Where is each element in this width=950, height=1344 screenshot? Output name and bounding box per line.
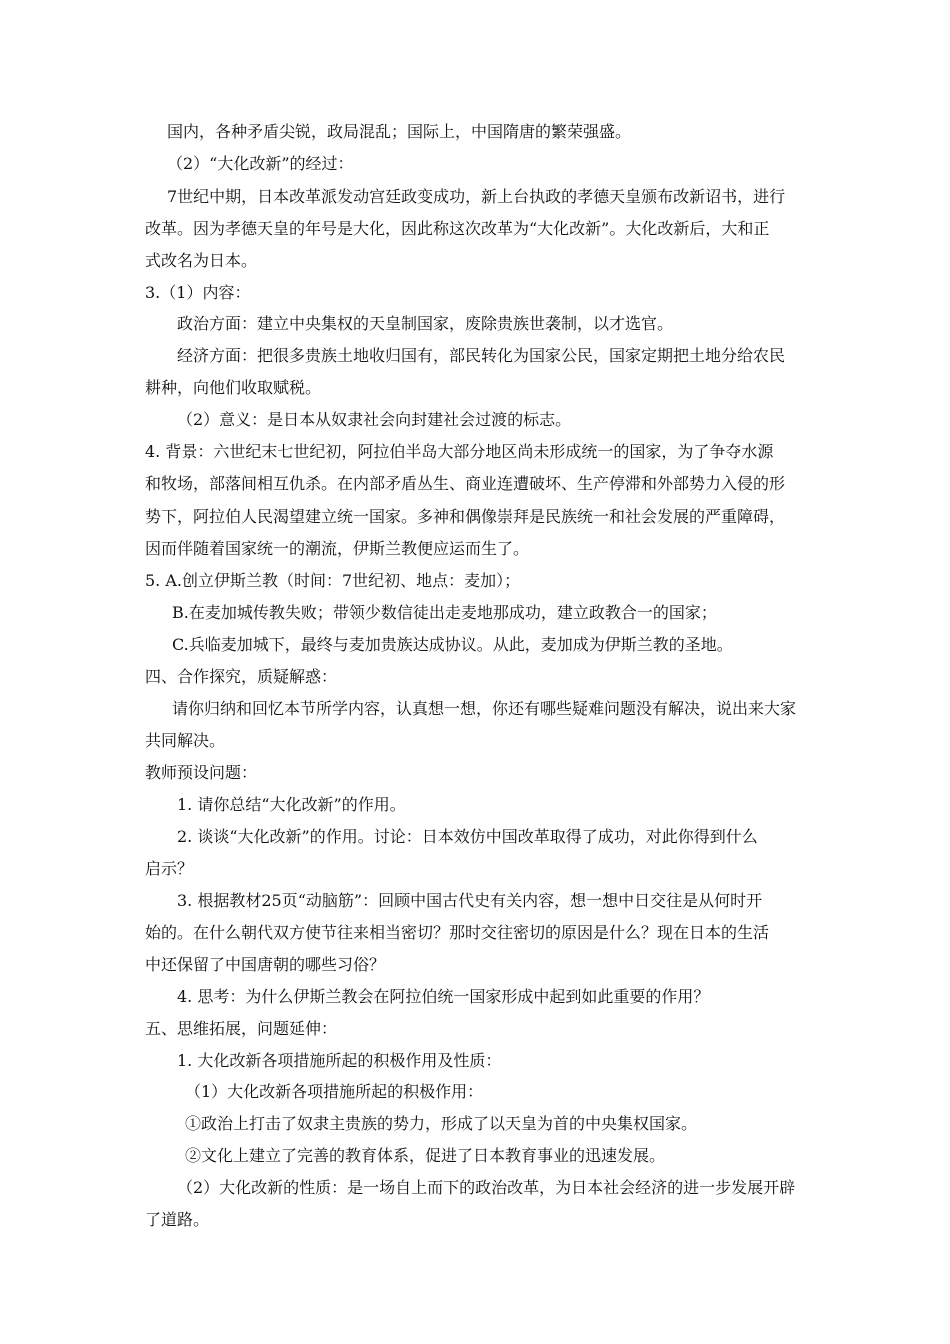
text-line: B.在麦加城传教失败；带领少数信徒出走麦地那成功，建立政教合一的国家； — [172, 603, 717, 622]
text-line: （2）大化改新的性质：是一场自上而下的政治改革，为日本社会经济的进一步发展开辟 — [177, 1178, 796, 1197]
text-line: 教师预设问题： — [145, 763, 258, 782]
text-line: 了道路。 — [145, 1210, 210, 1229]
text-line: ②文化上建立了完善的教育体系，促进了日本教育事业的迅速发展。 — [185, 1146, 666, 1165]
text-line: 和牧场，部落间相互仇杀。在内部矛盾丛生、商业连遭破坏、生产停滞和外部势力入侵的形 — [145, 474, 786, 493]
text-line: 国内，各种矛盾尖锐，政局混乱；国际上，中国隋唐的繁荣强盛。 — [167, 122, 632, 141]
text-line: 势下，阿拉伯人民渴望建立统一国家。多神和偶像崇拜是民族统一和社会发展的严重障碍， — [145, 507, 786, 526]
text-line: （2）意义：是日本从奴隶社会向封建社会过渡的标志。 — [177, 410, 572, 429]
text-line: 因而伴随着国家统一的潮流，伊斯兰教便应运而生了。 — [145, 539, 530, 558]
text-line: 1. 请你总结“大化改新”的作用。 — [177, 795, 406, 814]
text-line: 中还保留了中国唐朝的哪些习俗？ — [145, 955, 386, 974]
section-heading: 五、思维拓展，问题延伸： — [145, 1019, 338, 1038]
text-line: 5. A.创立伊斯兰教（时间：7世纪初、地点：麦加）； — [145, 571, 521, 590]
text-line: 改革。因为孝德天皇的年号是大化，因此称这次改革为“大化改新”。大化改新后，大和正 — [145, 219, 770, 238]
text-line: 2. 谈谈“大化改新”的作用。讨论：日本效仿中国改革取得了成功，对此你得到什么 — [177, 827, 758, 846]
text-line: 请你归纳和回忆本节所学内容，认真想一想，你还有哪些疑难问题没有解决，说出来大家 — [172, 699, 797, 718]
text-line: 政治方面：建立中央集权的天皇制国家，废除贵族世袭制，以才选官。 — [177, 314, 674, 333]
text-line: 1. 大化改新各项措施所起的积极作用及性质： — [177, 1051, 502, 1070]
text-line: 经济方面：把很多贵族土地收归国有，部民转化为国家公民，国家定期把土地分给农民 — [177, 346, 786, 365]
text-line: 式改名为日本。 — [145, 251, 258, 270]
text-line: 4. 背景：六世纪末七世纪初，阿拉伯半岛大部分地区尚未形成统一的国家，为了争夺水源 — [145, 442, 774, 461]
text-line: 3. 根据教材25页“动脑筋”：回顾中国古代史有关内容，想一想中日交往是从何时开 — [177, 891, 763, 910]
text-line: 启示？ — [145, 859, 194, 878]
text-line: 共同解决。 — [145, 731, 226, 750]
text-line: 始的。在什么朝代双方使节往来相当密切？那时交往密切的原因是什么？现在日本的生活 — [145, 923, 770, 942]
text-line: ①政治上打击了奴隶主贵族的势力，形成了以天皇为首的中央集权国家。 — [185, 1114, 698, 1133]
text-line: C.兵临麦加城下，最终与麦加贵族达成协议。从此，麦加成为伊斯兰教的圣地。 — [172, 635, 733, 654]
section-heading: 四、合作探究，质疑解惑： — [145, 667, 338, 686]
text-line: 4. 思考：为什么伊斯兰教会在阿拉伯统一国家形成中起到如此重要的作用？ — [177, 987, 710, 1006]
text-line: 耕种，向他们收取赋税。 — [145, 378, 322, 397]
section-heading: （2）“大化改新”的经过： — [167, 154, 354, 173]
text-line: 7世纪中期，日本改革派发动宫廷政变成功，新上台执政的孝德天皇颁布改新诏书，进行 — [167, 187, 786, 206]
section-heading: 3.（1）内容： — [145, 283, 251, 302]
text-line: （1）大化改新各项措施所起的积极作用： — [185, 1082, 484, 1101]
